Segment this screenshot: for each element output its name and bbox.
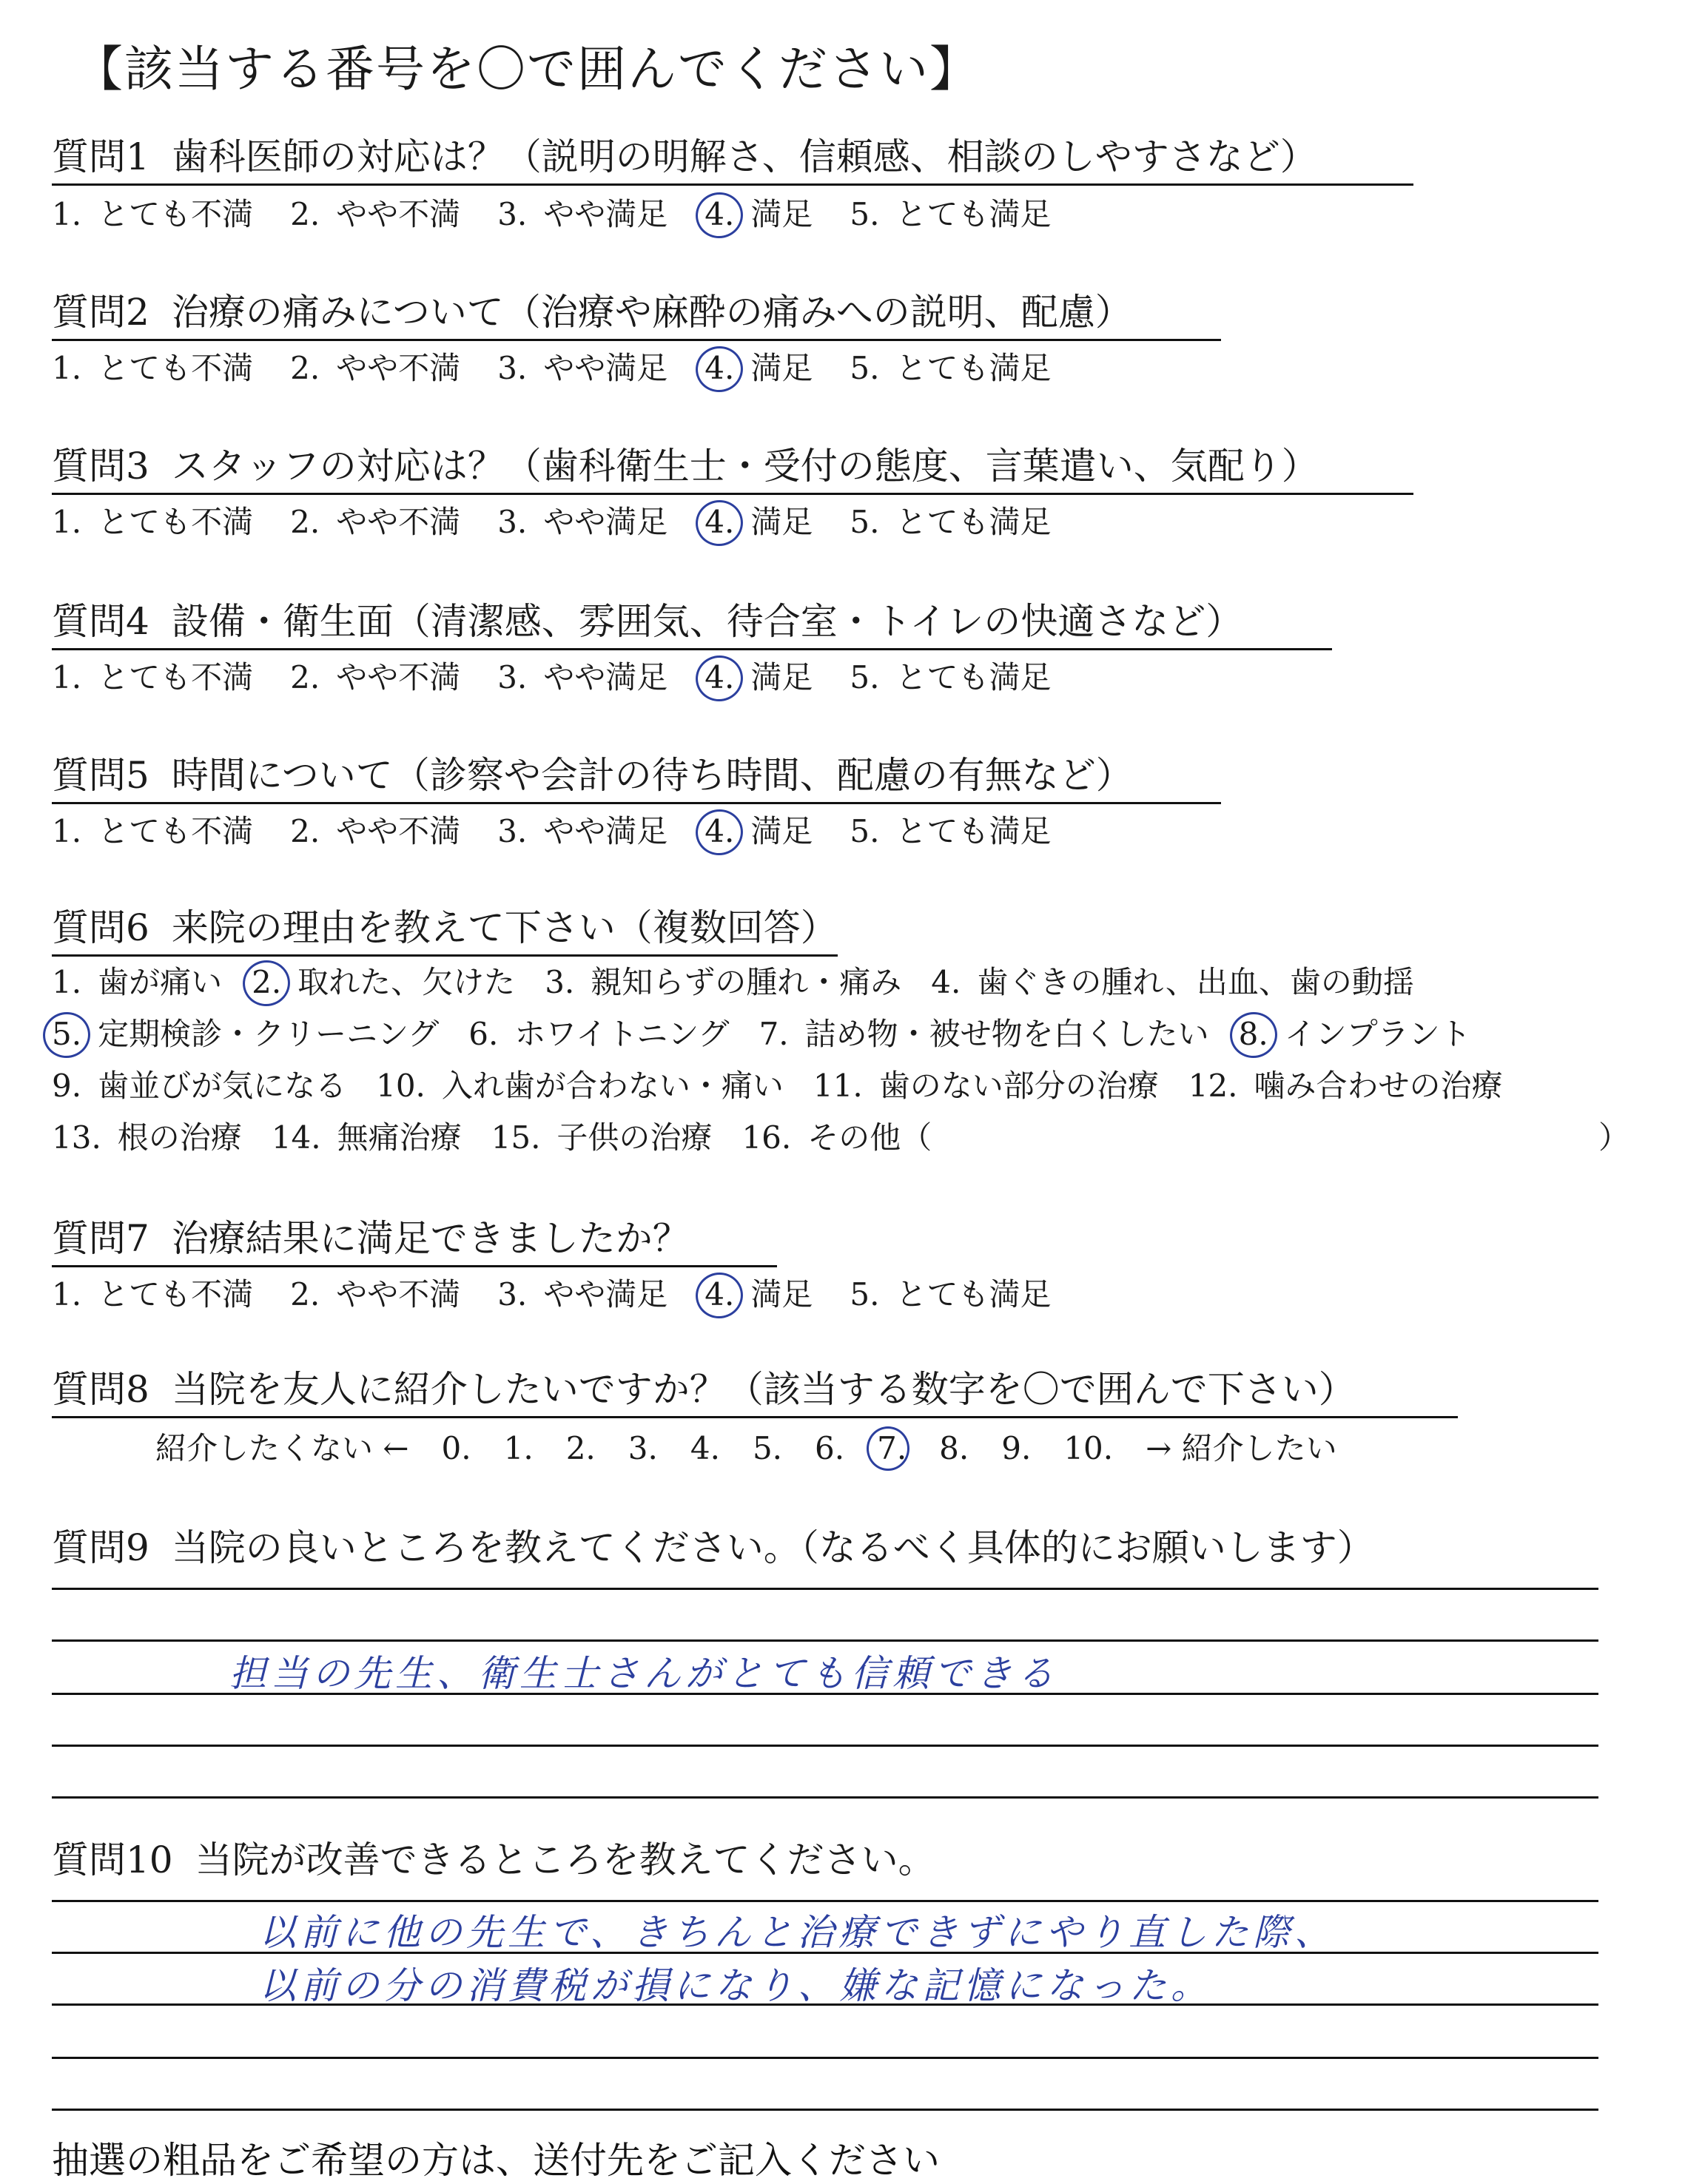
option-label: 定期検診・クリーニング xyxy=(98,1016,440,1052)
q6-option[interactable] xyxy=(52,1014,439,1055)
question-title xyxy=(52,289,1221,341)
option-label: やや満足 xyxy=(543,504,668,540)
rating-option[interactable] xyxy=(290,502,460,543)
q6-option-row xyxy=(52,1117,1630,1159)
option-number: 5. xyxy=(850,1276,880,1312)
rating-option[interactable] xyxy=(52,502,253,543)
option-number: 6. xyxy=(468,1016,499,1052)
option-label: やや満足 xyxy=(543,1276,668,1312)
q10-text: 当院が改善できるところを教えてください。 xyxy=(195,1838,935,1881)
option-label: ホワイトニング xyxy=(514,1016,730,1052)
rating-option[interactable] xyxy=(497,1274,667,1315)
option-number: 4. xyxy=(704,504,735,540)
rating-option[interactable] xyxy=(497,502,667,543)
option-number: 5. xyxy=(850,196,880,232)
option-label: 満足 xyxy=(750,196,813,232)
option-label: とても満足 xyxy=(895,196,1052,232)
rating-option[interactable] xyxy=(52,348,253,389)
q6-option-row xyxy=(52,1014,1501,1055)
option-number: 4. xyxy=(704,813,735,849)
rating-option[interactable] xyxy=(850,502,1051,543)
pen-circle-mark xyxy=(692,342,747,397)
option-label: 満足 xyxy=(750,813,813,849)
rating-option[interactable] xyxy=(497,657,667,698)
q6-option[interactable] xyxy=(272,1117,462,1159)
option-number: 1. xyxy=(52,196,82,232)
rating-option[interactable] xyxy=(290,657,460,698)
option-number: 3. xyxy=(545,964,575,1000)
option-number: 1. xyxy=(52,659,82,695)
rating-option[interactable] xyxy=(704,811,813,852)
option-number: 11. xyxy=(813,1068,863,1104)
q6-other-close-paren: ） xyxy=(1598,1119,1630,1156)
rating-option[interactable] xyxy=(52,811,253,852)
q6-option[interactable] xyxy=(52,1065,346,1107)
question-text: 設備・衛生面（清潔感、雰囲気、待合室・トイレの快適さなど） xyxy=(171,600,1243,643)
question-text: スタッフの対応は？（歯科衛生士・受付の態度、言葉遣い、気配り） xyxy=(171,445,1319,488)
q8-scale-number[interactable]: 0. xyxy=(441,1430,471,1466)
q6-label: 質問6 xyxy=(52,906,149,949)
option-label: とても不満 xyxy=(98,813,254,849)
option-label: 満足 xyxy=(750,350,813,386)
question-text: 時間について（診察や会計の待ち時間、配慮の有無など） xyxy=(171,754,1133,797)
option-label: 満足 xyxy=(750,659,813,695)
option-label: 満足 xyxy=(750,504,813,540)
option-label: やや満足 xyxy=(543,813,668,849)
pen-circle-mark xyxy=(692,496,747,550)
q8-scale-number[interactable]: 8. xyxy=(939,1430,969,1466)
option-number: 1. xyxy=(52,964,82,1000)
q10-line xyxy=(52,2109,1598,2111)
q8-scale-number[interactable]: 1. xyxy=(503,1430,534,1466)
q10-line xyxy=(52,1900,1598,1902)
option-label: やや不満 xyxy=(336,659,461,695)
q10-handwritten-answer-line1: 以前に他の先生で、きちんと治療できずにやり直した際、 xyxy=(259,1911,1336,1954)
option-label: 入れ歯が合わない・痛い xyxy=(441,1068,784,1104)
option-number: 5. xyxy=(52,1016,82,1052)
option-label: とても満足 xyxy=(895,813,1052,849)
option-number: 5. xyxy=(850,659,880,695)
rating-options xyxy=(52,194,1088,235)
q8-title xyxy=(52,1366,1458,1418)
rating-option[interactable] xyxy=(850,657,1051,698)
question-text: 歯科医師の対応は？（説明の明解さ、信頼感、相談のしやすさなど） xyxy=(171,135,1317,178)
option-label: やや満足 xyxy=(543,350,668,386)
option-number: 13. xyxy=(52,1119,101,1156)
option-number: 3. xyxy=(497,350,528,386)
option-label: とても満足 xyxy=(895,659,1052,695)
option-number: 3. xyxy=(497,659,528,695)
option-number: 5. xyxy=(850,504,880,540)
rating-option[interactable] xyxy=(850,1274,1051,1315)
q9-handwritten-answer: 担当の先生、衛生士さんがとても信頼できる xyxy=(229,1652,1058,1695)
rating-option[interactable] xyxy=(290,1274,460,1315)
q8-left-label: 紹介したくない ← xyxy=(155,1430,409,1466)
rating-option[interactable] xyxy=(52,1274,253,1315)
option-number: 1. xyxy=(52,1276,82,1312)
pen-circle-mark xyxy=(38,1008,94,1062)
option-label: やや満足 xyxy=(543,196,668,232)
question-label: 質問2 xyxy=(52,291,149,334)
rating-option[interactable] xyxy=(704,502,813,543)
option-label: 親知らずの腫れ・痛み xyxy=(591,964,902,1000)
question-label: 質問1 xyxy=(52,135,149,178)
rating-option[interactable] xyxy=(850,194,1051,235)
question-title xyxy=(52,1215,777,1267)
option-label: インプラント xyxy=(1284,1016,1471,1052)
option-number: 5. xyxy=(850,350,880,386)
rating-option[interactable] xyxy=(704,1274,813,1315)
q9-text: 当院の良いところを教えてください。（なるべく具体的にお願いします） xyxy=(171,1526,1374,1569)
q6-text: 来院の理由を教えて下さい（複数回答） xyxy=(171,906,838,949)
q6-option[interactable] xyxy=(491,1117,713,1159)
question-label: 質問3 xyxy=(52,445,149,488)
option-number: 2. xyxy=(290,1276,320,1312)
option-label: とても不満 xyxy=(98,504,254,540)
option-label: 満足 xyxy=(750,1276,813,1312)
option-label: その他（ xyxy=(807,1119,932,1156)
footer-note: 抽選の粗品をご希望の方は、送付先をご記入ください xyxy=(52,2139,940,2182)
rating-options xyxy=(52,1274,1088,1315)
option-label: とても満足 xyxy=(895,350,1052,386)
q6-option[interactable] xyxy=(1188,1065,1503,1107)
q6-option-row xyxy=(52,962,1444,1003)
q8-scale-number[interactable]: 10. xyxy=(1063,1430,1114,1466)
q8-scale-number[interactable]: 6. xyxy=(815,1430,845,1466)
q9-label: 質問9 xyxy=(52,1526,149,1569)
option-number: 2. xyxy=(290,504,320,540)
option-number: 3. xyxy=(497,813,528,849)
option-number: 4. xyxy=(704,1276,735,1312)
page-header: 【該当する番号を〇で囲んでください】 xyxy=(74,41,980,98)
option-number: 4. xyxy=(704,196,735,232)
option-number: 1. xyxy=(52,504,82,540)
pen-circle-mark xyxy=(1225,1008,1281,1062)
q6-option-row xyxy=(52,1065,1533,1107)
q8-text: 当院を友人に紹介したいですか？（該当する数字を〇で囲んで下さい） xyxy=(171,1368,1356,1411)
option-label: やや不満 xyxy=(336,1276,461,1312)
q8-right-label: → 紹介したい xyxy=(1146,1430,1337,1466)
q8-scale-number[interactable]: 4. xyxy=(690,1430,720,1466)
pen-circle-mark xyxy=(692,651,747,706)
option-label: 歯並びが気になる xyxy=(98,1068,347,1104)
q6-option[interactable] xyxy=(813,1065,1159,1107)
option-label: 子供の治療 xyxy=(556,1119,713,1156)
option-number: 7. xyxy=(759,1016,789,1052)
option-number: 2. xyxy=(290,813,320,849)
question-text: 治療の痛みについて（治療や麻酔の痛みへの説明、配慮） xyxy=(171,291,1132,334)
option-number: 15. xyxy=(491,1119,541,1156)
q6-option[interactable] xyxy=(931,962,1414,1003)
rating-options xyxy=(52,811,1088,852)
question-label: 質問4 xyxy=(52,600,149,643)
q6-option[interactable] xyxy=(52,962,222,1003)
q6-title xyxy=(52,904,838,957)
q9-title xyxy=(52,1524,1374,1571)
option-label: 歯が痛い xyxy=(98,964,223,1000)
rating-option[interactable] xyxy=(497,811,667,852)
pen-circle-mark xyxy=(238,956,294,1011)
q9-line xyxy=(52,1745,1598,1747)
rating-option[interactable] xyxy=(290,811,460,852)
q6-option[interactable] xyxy=(52,1117,242,1159)
option-label: とても満足 xyxy=(895,504,1052,540)
option-number: 4. xyxy=(704,659,735,695)
q8-scale-number[interactable]: 7. xyxy=(877,1428,907,1469)
rating-option[interactable] xyxy=(290,348,460,389)
rating-options xyxy=(52,657,1088,698)
option-number: 2. xyxy=(290,659,320,695)
option-number: 5. xyxy=(850,813,880,849)
option-number: 16. xyxy=(741,1119,792,1156)
option-label: とても不満 xyxy=(98,1276,254,1312)
option-number: 3. xyxy=(497,504,528,540)
option-number: 1. xyxy=(52,813,82,849)
pen-circle-mark xyxy=(692,805,747,860)
q8-scale-number[interactable]: 3. xyxy=(628,1430,658,1466)
q8-scale-number[interactable]: 5. xyxy=(752,1430,783,1466)
option-label: とても不満 xyxy=(98,350,254,386)
rating-option[interactable] xyxy=(290,194,460,235)
option-label: やや不満 xyxy=(336,504,461,540)
option-number: 3. xyxy=(497,196,528,232)
option-label: やや満足 xyxy=(543,659,668,695)
option-number: 2. xyxy=(290,350,320,386)
option-label: 無痛治療 xyxy=(337,1119,462,1156)
option-number: 12. xyxy=(1188,1068,1238,1104)
q6-option[interactable] xyxy=(1239,1014,1471,1055)
option-number: 4. xyxy=(931,964,961,1000)
option-label: とても不満 xyxy=(98,196,254,232)
option-number: 1. xyxy=(52,350,82,386)
option-number: 14. xyxy=(271,1119,321,1156)
q8-scale-number[interactable]: 9. xyxy=(1001,1430,1032,1466)
rating-options xyxy=(52,348,1088,389)
q9-line xyxy=(52,1796,1598,1799)
q6-option[interactable] xyxy=(468,1014,729,1055)
q6-option[interactable] xyxy=(376,1065,784,1107)
q6-option[interactable] xyxy=(545,962,901,1003)
option-label: とても満足 xyxy=(895,1276,1052,1312)
q10-line xyxy=(52,2057,1598,2059)
option-number: 2. xyxy=(252,964,282,1000)
option-number: 2. xyxy=(290,196,320,232)
option-label: 歯のない部分の治療 xyxy=(878,1068,1159,1104)
question-title xyxy=(52,752,1221,804)
option-number: 9. xyxy=(52,1068,82,1104)
rating-option[interactable] xyxy=(850,348,1051,389)
q10-title xyxy=(52,1836,935,1884)
option-label: 詰め物・被せ物を白くしたい xyxy=(804,1016,1209,1052)
option-label: やや不満 xyxy=(336,350,461,386)
question-text: 治療結果に満足できましたか？ xyxy=(171,1217,690,1260)
q8-label: 質問8 xyxy=(52,1368,149,1411)
rating-option[interactable] xyxy=(704,348,813,389)
option-label: 根の治療 xyxy=(117,1119,242,1156)
pen-circle-mark xyxy=(867,1426,909,1471)
option-label: 噛み合わせの治療 xyxy=(1254,1068,1503,1104)
rating-option[interactable] xyxy=(704,657,813,698)
q10-label: 質問10 xyxy=(52,1838,173,1881)
question-title xyxy=(52,133,1413,186)
option-number: 8. xyxy=(1238,1016,1268,1052)
q6-option[interactable] xyxy=(759,1014,1209,1055)
rating-option[interactable] xyxy=(497,348,667,389)
option-label: とても不満 xyxy=(98,659,254,695)
option-number: 10. xyxy=(376,1068,426,1104)
q9-line xyxy=(52,1639,1598,1642)
pen-circle-mark xyxy=(692,1268,747,1323)
option-number: 3. xyxy=(497,1276,528,1312)
option-label: 歯ぐきの腫れ、出血、歯の動揺 xyxy=(977,964,1414,1000)
rating-option[interactable] xyxy=(52,194,253,235)
rating-option[interactable] xyxy=(850,811,1051,852)
q8-scale xyxy=(155,1428,1337,1469)
rating-option[interactable] xyxy=(497,194,667,235)
rating-options xyxy=(52,502,1088,543)
question-label: 質問7 xyxy=(52,1217,149,1260)
question-title xyxy=(52,598,1332,650)
q6-option[interactable] xyxy=(252,962,515,1003)
q6-option[interactable] xyxy=(741,1117,932,1159)
question-label: 質問5 xyxy=(52,754,149,797)
pen-circle-mark xyxy=(692,188,747,243)
rating-option[interactable] xyxy=(52,657,253,698)
q9-line xyxy=(52,1588,1598,1590)
q8-scale-number[interactable]: 2. xyxy=(565,1430,596,1466)
option-label: 取れた、欠けた xyxy=(297,964,516,1000)
option-label: やや不満 xyxy=(336,813,461,849)
option-label: やや不満 xyxy=(336,196,461,232)
rating-option[interactable] xyxy=(704,194,813,235)
q10-handwritten-answer-line2: 以前の分の消費税が損になり、嫌な記憶になった。 xyxy=(259,1964,1212,2007)
option-number: 4. xyxy=(704,350,735,386)
question-title xyxy=(52,442,1413,495)
